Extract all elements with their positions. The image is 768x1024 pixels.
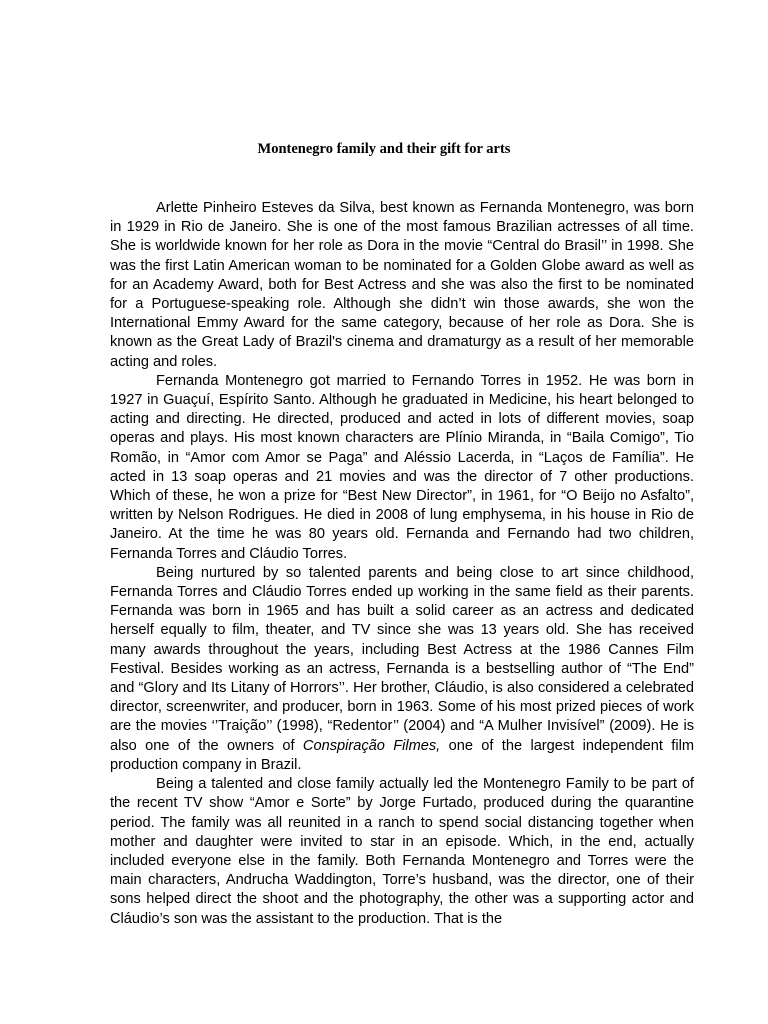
paragraph-3 <box>110 564 694 775</box>
paragraph-text: Being a talented and close family actually led the Montenegro Family to be part of the recent TV show “Amor e Sorte” by Jorge Furtado, produced during the quarantine period. The family was all reunited in a ranch to spend social distancing together when mother and daughter were invited to star in an episode. Which, in the end, actually included everyone else in the family. Both Fernanda Montenegro and Torres were the main characters, Andrucha Waddington, Torre’s husband, was the director, one of their sons helped direct the shoot and the photography, the other was a supporting actor and Cláudio’s son was the assistant to the production. That is the <box>110 776 694 927</box>
paragraph-text: one of the largest independent film production company in Brazil. <box>110 737 695 773</box>
document-body <box>110 199 694 929</box>
document-title: Montenegro family and their gift for arts <box>257 141 511 157</box>
paragraph-text: Arlette Pinheiro Esteves da Silva, best known as Fernanda Montenegro, was born in 1929 in Rio de Janeiro. She is one of the most famous Brazilian actresses of all time. She is worldwide known for her role as Dora in the movie “Central do Brasil’’ in 1998. She was the first Latin American woman to be nominated for a Golden Globe award as well as for an Academy Award, both for Best Actress and she was also the first to be nominated for a Portuguese-speaking role. Although she didn’t win those awards, she won the International Emmy Award for the same category, because of her role as Dora. She is known as the Great Lady of Brazil's cinema and dramaturgy as a result of her memorable acting and roles. <box>110 200 694 370</box>
paragraph-text: Fernanda Montenegro got married to Fernando Torres in 1952. He was born in 1927 in Guaçuí, Espírito Santo. Although he graduated in Medicine, his heart belonged to acting and directing. He directed, produced and acted in lots of different movies, soap operas and plays. His most known characters are Plínio Miranda, in “Baila Comigo”, Tio Romão, in “Amor com Amor se Paga” and Aléssio Lacerda, in “Laços de Família”. He acted in 13 soap operas and 21 movies and was the director of 7 other productions. Which of these, he won a prize for “Best New Director”, in 1961, for “O Beijo no Asfalto”, written by Nelson Rodrigues. He died in 2008 of lung emphysema, in his house in Rio de Janeiro. At the time he was 80 years old. Fernanda and Fernando had two children, Fernanda Torres and Cláudio Torres. <box>110 372 694 562</box>
company-name-italic: Conspiração Filmes, <box>302 737 441 754</box>
paragraph-4 <box>110 775 694 929</box>
paragraph-2 <box>110 372 694 564</box>
paragraph-1 <box>110 199 694 372</box>
paragraph-text: Being nurtured by so talented parents and being close to art since childhood, Fernanda Torres and Cláudio Torres ended up working in the same field as their parents. Fernanda was born in 1965 and has built a solid career as an actress and dedicated herself equally to film, theater, and TV since she was 13 years old. She has received many awards throughout the years, including Best Actress at the 1986 Cannes Film Festival. Besides working as an actress, Fernanda is a bestselling author of “The End” and “Glory and Its Litany of Horrors’’. Her brother, Cláudio, is also considered a celebrated director, screenwriter, and producer, born in 1963. Some of his most prized pieces of work are the movies ‘’Traição’’ (1998), “Redentor’’ (2004) and “A Mulher Invisível” (2009). He is also one of the owners of <box>110 564 694 754</box>
